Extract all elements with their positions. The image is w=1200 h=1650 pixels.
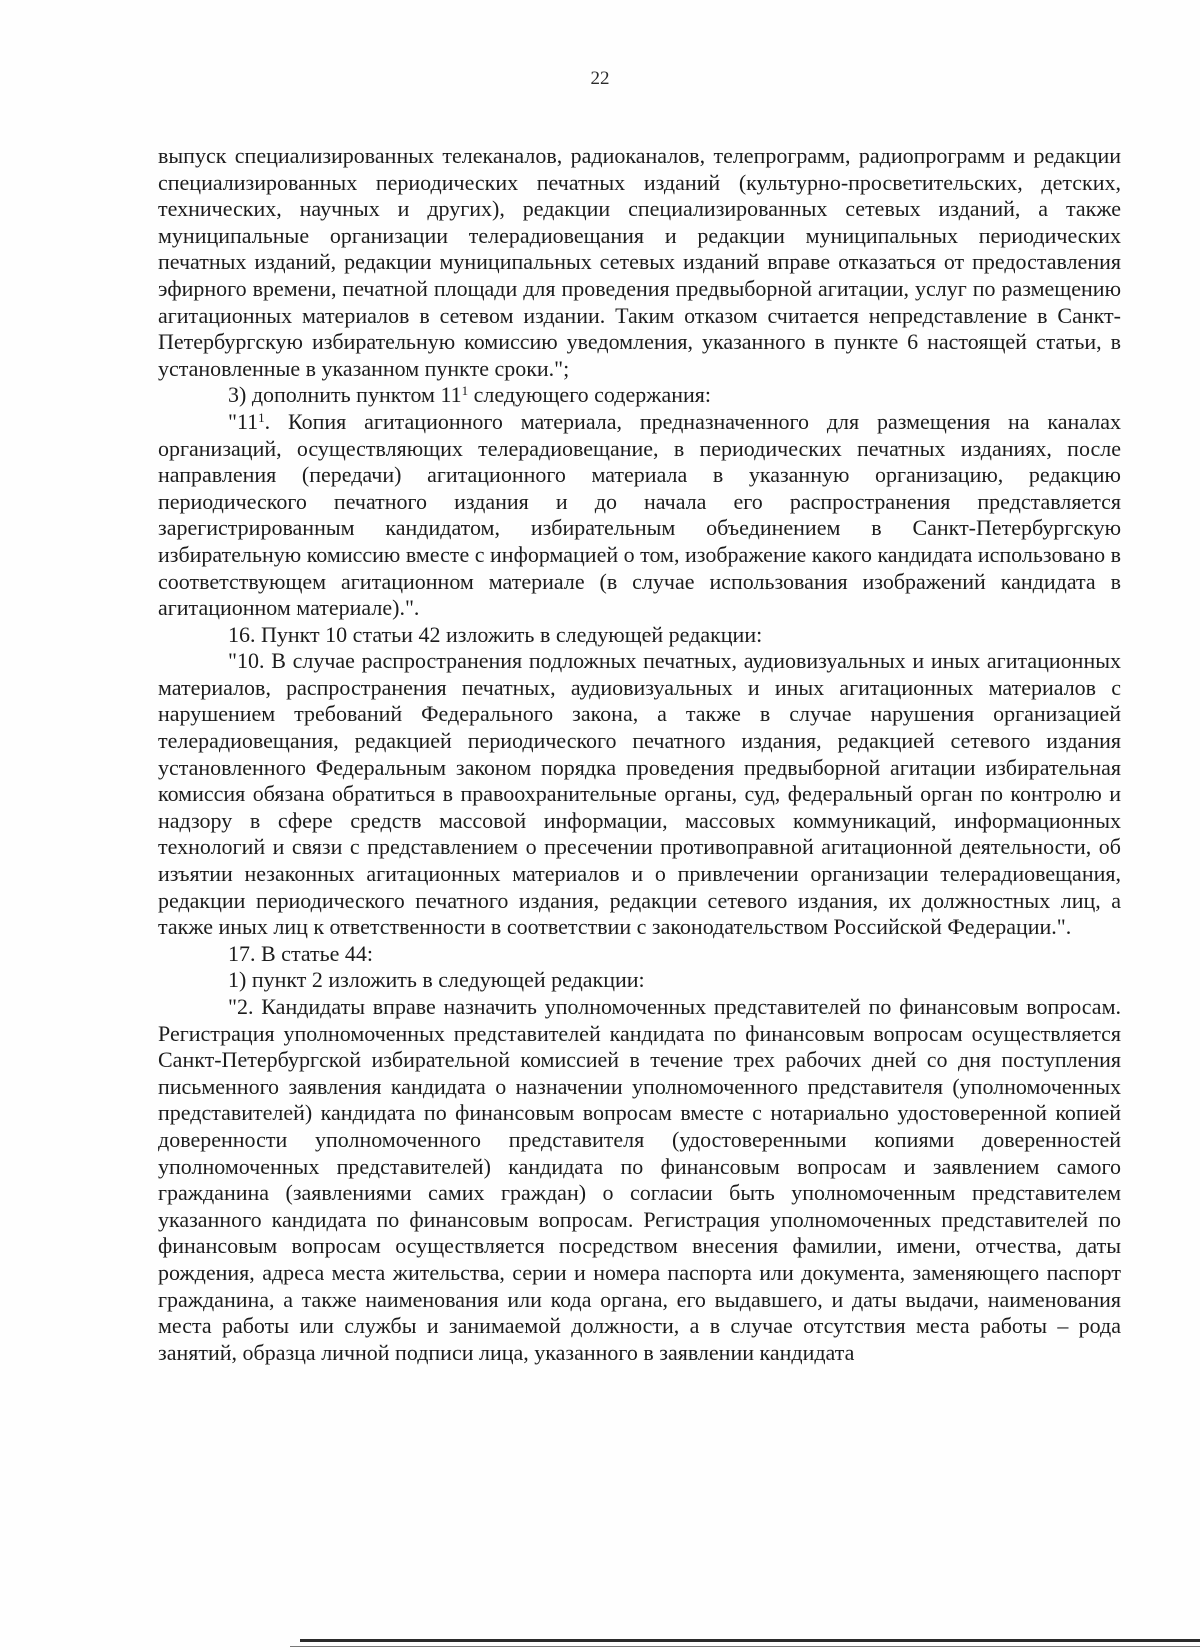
paragraph-item-17: 17. В статье 44: <box>228 940 374 966</box>
paragraph-item-10: "10. В случае распространения подложных печатных, аудиовизуальных и иных агитационных материалов, распространения печатных, аудиовизуальных и иных агитационных материалов с нарушением требований Федерального закона, а также в случае нарушения организацией телерадиовещания, редакцией периодического печатного издания, редакцией сетевого издания установленного Федеральным законом порядка проведения предвыборной агитации избирательная комиссия обязана обратиться в правоохранительные органы, суд, федеральный орган по контролю и надзору в сфере средств массовой информации, массовых коммуникаций, информационных технологий и связи с представлением о пресечении противоправной агитационной деятельности, об изъятии незаконных агитационных материалов и о привлечении организации телерадиовещания, редакции периодического печатного издания, редакции сетевого издания, их должностных лиц, а также иных лиц к ответственности в соответствии с законодательством Российской Федерации.". <box>158 648 1121 940</box>
paragraph-text: "11 <box>228 408 259 434</box>
paragraph-text: . Копия агитационного материала, предназначенного для размещения на каналах организаций, осуществляющих телерадиовещание, в периодических печатных изданиях, после направления (передачи) агитационного материала в указанную организацию, редакцию периодического печатного издания и до начала его распространения представляется зарегистрированным кандидатом, избирательным объединением в Санкт-Петербургскую избирательную комиссию вместе с информацией о том, изображение какого кандидата использовано в соответствующем агитационном материале (в случае использования изображений кандидата в агитационном материале).". <box>158 408 1121 621</box>
superscript: 1 <box>461 383 469 399</box>
page-number: 22 <box>590 68 610 89</box>
scan-bottom-edge <box>300 1639 1200 1642</box>
paragraph-item-16: 16. Пункт 10 статьи 42 изложить в следующей редакции: <box>228 621 763 647</box>
paragraph-item-2: "2. Кандидаты вправе назначить уполномоченных представителей по финансовым вопросам. Регистрация уполномоченных представителей кандидата по финансовым вопросам осуществляется Санкт-Петербургской избирательной комиссией в течение трех рабочих дней со дня поступления письменного заявления кандидата о назначении уполномоченного представителя (уполномоченных представителей) кандидата по финансовым вопросам вместе с нотариально удостоверенной копией доверенности уполномоченного представителя (удостоверенными копиями доверенностей уполномоченных представителей) кандидата по финансовым вопросам и заявлением самого гражданина (заявлениями самих граждан) о согласии быть уполномоченным представителем указанного кандидата по финансовым вопросам. Регистрация уполномоченных представителей по финансовым вопросам осуществляется посредством внесения фамилии, имени, отчества, даты рождения, адреса места жительства, серии и номера паспорта или документа, заменяющего паспорт гражданина, а также наименования или кода органа, его выдавшего, и даты выдачи, наименования места работы или службы и занимаемой должности, а в случае отсутствия места работы – рода занятий, образца личной подписи лица, указанного в заявлении кандидата <box>158 994 1121 1365</box>
scan-bottom-edge-thin <box>290 1646 1200 1647</box>
paragraph-text: следующего содержания: <box>468 382 711 408</box>
paragraph-subitem-1: 1) пункт 2 изложить в следующей редакции: <box>228 967 645 993</box>
paragraph-item-11-1 <box>158 409 1121 622</box>
superscript: 1 <box>258 409 265 425</box>
paragraph-amendment-3 <box>158 382 1121 409</box>
document-body <box>158 143 1121 1366</box>
paragraph-continuation: выпуск специализированных телеканалов, радиоканалов, телепрограмм, радиопрограмм и редакции специализированных периодических печатных изданий (культурно-просветительских, детских, технических, научных и других), редакции специализированных сетевых изданий, а также муниципальные организации телерадиовещания и редакции муниципальных периодических печатных изданий, редакции муниципальных сетевых изданий вправе отказаться от предоставления эфирного времени, печатной площади для проведения предвыборной агитации, услуг по размещению агитационных материалов в сетевом издании. Таким отказом считается непредставление в Санкт-Петербургскую избирательную комиссию уведомления, указанного в пункте 6 настоящей статьи, в установленные в указанном пункте сроки."; <box>158 143 1121 381</box>
paragraph-text: 3) дополнить пунктом 11 <box>228 382 462 408</box>
